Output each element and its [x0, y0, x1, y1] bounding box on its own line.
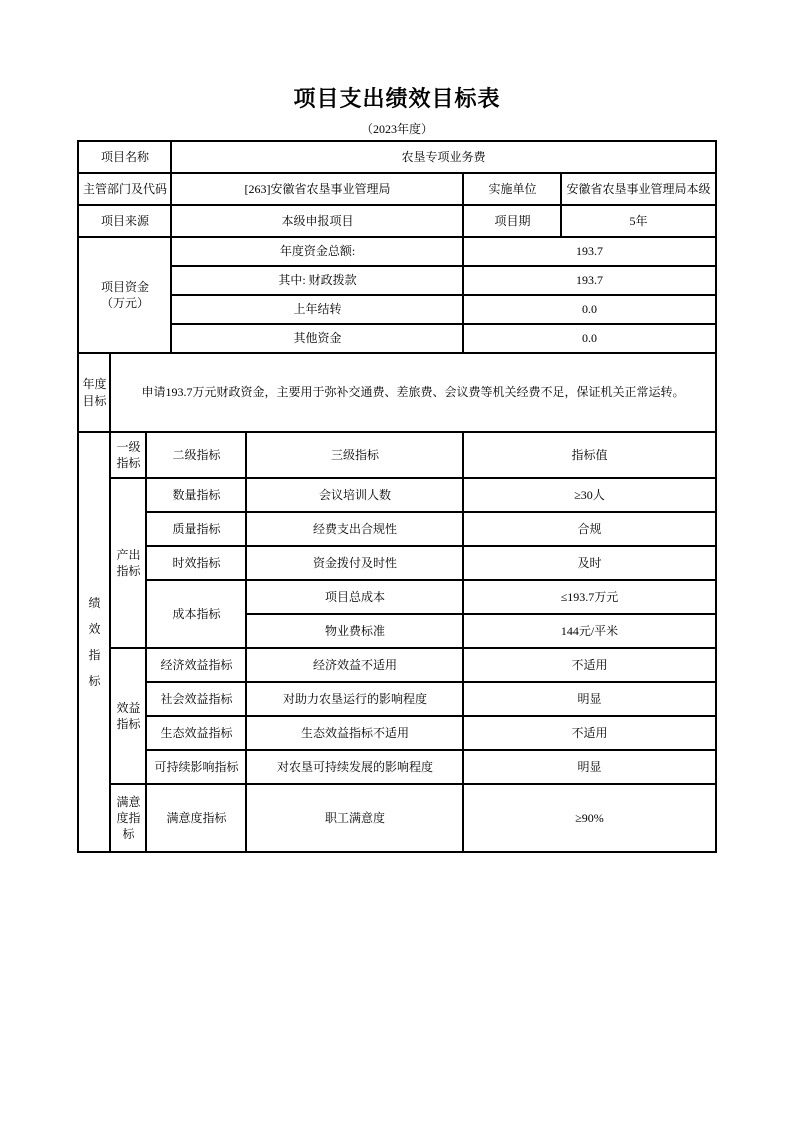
level2-cell: 质量指标 — [146, 512, 246, 546]
table-row — [78, 478, 715, 512]
level1-group-benefit: 效益指标 — [110, 648, 146, 784]
fund-item-value: 0.0 — [463, 295, 715, 324]
value-cell: 及时 — [463, 546, 715, 580]
level3-cell: 经济效益不适用 — [246, 648, 463, 682]
level2-cell: 社会效益指标 — [146, 682, 246, 716]
project-name-label: 项目名称 — [78, 141, 171, 173]
level3-cell: 生态效益指标不适用 — [246, 716, 463, 750]
dept-code-value: [263]安徽省农垦事业管理局 — [171, 173, 463, 205]
header-value: 指标值 — [463, 432, 715, 478]
level2-cell: 数量指标 — [146, 478, 246, 512]
table-row — [78, 324, 715, 353]
level3-cell: 对农垦可持续发展的影响程度 — [246, 750, 463, 784]
level1-group-output: 产出指标 — [110, 478, 146, 648]
project-source-label: 项目来源 — [78, 205, 171, 237]
table-row — [78, 648, 715, 682]
level3-cell: 经费支出合规性 — [246, 512, 463, 546]
header-level3: 三级指标 — [246, 432, 463, 478]
fund-item-label: 其中: 财政拨款 — [171, 266, 463, 295]
table-row — [78, 173, 715, 205]
table-row — [78, 512, 715, 546]
project-period-value: 5年 — [561, 205, 715, 237]
table-row — [78, 750, 715, 784]
value-cell: 144元/平米 — [463, 614, 715, 648]
level2-cell: 生态效益指标 — [146, 716, 246, 750]
table-row — [78, 432, 715, 478]
fund-item-value: 193.7 — [463, 237, 715, 266]
fund-item-value: 0.0 — [463, 324, 715, 353]
level1-group-satisfaction: 满意度指标 — [110, 784, 146, 852]
header-level2: 二级指标 — [146, 432, 246, 478]
fund-item-value: 193.7 — [463, 266, 715, 295]
table-row — [78, 546, 715, 580]
dept-code-label: 主管部门及代码 — [78, 173, 171, 205]
level3-cell: 项目总成本 — [246, 580, 463, 614]
level2-cell: 可持续影响指标 — [146, 750, 246, 784]
funds-label — [78, 237, 171, 353]
value-cell: 明显 — [463, 682, 715, 716]
level2-cell: 满意度指标 — [146, 784, 246, 852]
annual-goal-text: 申请193.7万元财政资金，主要用于弥补交通费、差旅费、会议费等机关经费不足，保证机关正常运转。 — [110, 353, 715, 432]
table-row — [78, 266, 715, 295]
table-row — [78, 237, 715, 266]
funds-label-line2: （万元） — [100, 296, 149, 310]
impl-unit-value: 安徽省农垦事业管理局本级 — [561, 173, 715, 205]
level2-cell: 时效指标 — [146, 546, 246, 580]
value-cell: 不适用 — [463, 648, 715, 682]
level3-cell: 对助力农垦运行的影响程度 — [246, 682, 463, 716]
performance-target-table — [77, 140, 716, 853]
project-source-value: 本级申报项目 — [171, 205, 463, 237]
level3-cell: 会议培训人数 — [246, 478, 463, 512]
fund-item-label: 年度资金总额: — [171, 237, 463, 266]
fund-item-label: 上年结转 — [171, 295, 463, 324]
level3-cell: 物业费标准 — [246, 614, 463, 648]
level2-cell: 成本指标 — [146, 580, 246, 648]
level2-cell: 经济效益指标 — [146, 648, 246, 682]
value-cell: ≥90% — [463, 784, 715, 852]
table-row — [78, 295, 715, 324]
impl-unit-label: 实施单位 — [463, 173, 561, 205]
value-cell: 不适用 — [463, 716, 715, 750]
table-row — [78, 205, 715, 237]
table-row — [78, 141, 715, 173]
value-cell: 明显 — [463, 750, 715, 784]
page-subtitle: （2023年度） — [360, 122, 433, 136]
performance-section-label — [78, 432, 110, 852]
table-row — [78, 716, 715, 750]
value-cell: ≥30人 — [463, 478, 715, 512]
level3-cell: 资金拨付及时性 — [246, 546, 463, 580]
table-row — [78, 784, 715, 852]
project-name-value: 农垦专项业务费 — [171, 141, 715, 173]
fund-item-label: 其他资金 — [171, 324, 463, 353]
annual-goal-label: 年度目标 — [78, 353, 110, 432]
header-level1: 一级指标 — [110, 432, 146, 478]
level3-cell: 职工满意度 — [246, 784, 463, 852]
project-period-label: 项目期 — [463, 205, 561, 237]
table-row — [78, 580, 715, 614]
funds-label-line1: 项目资金 — [100, 279, 149, 294]
value-cell: ≤193.7万元 — [463, 580, 715, 614]
table-row — [78, 353, 715, 432]
performance-section-label-text: 绩效指标 — [88, 596, 101, 688]
table-row — [78, 682, 715, 716]
page-title: 项目支出绩效目标表 — [293, 86, 501, 111]
value-cell: 合规 — [463, 512, 715, 546]
